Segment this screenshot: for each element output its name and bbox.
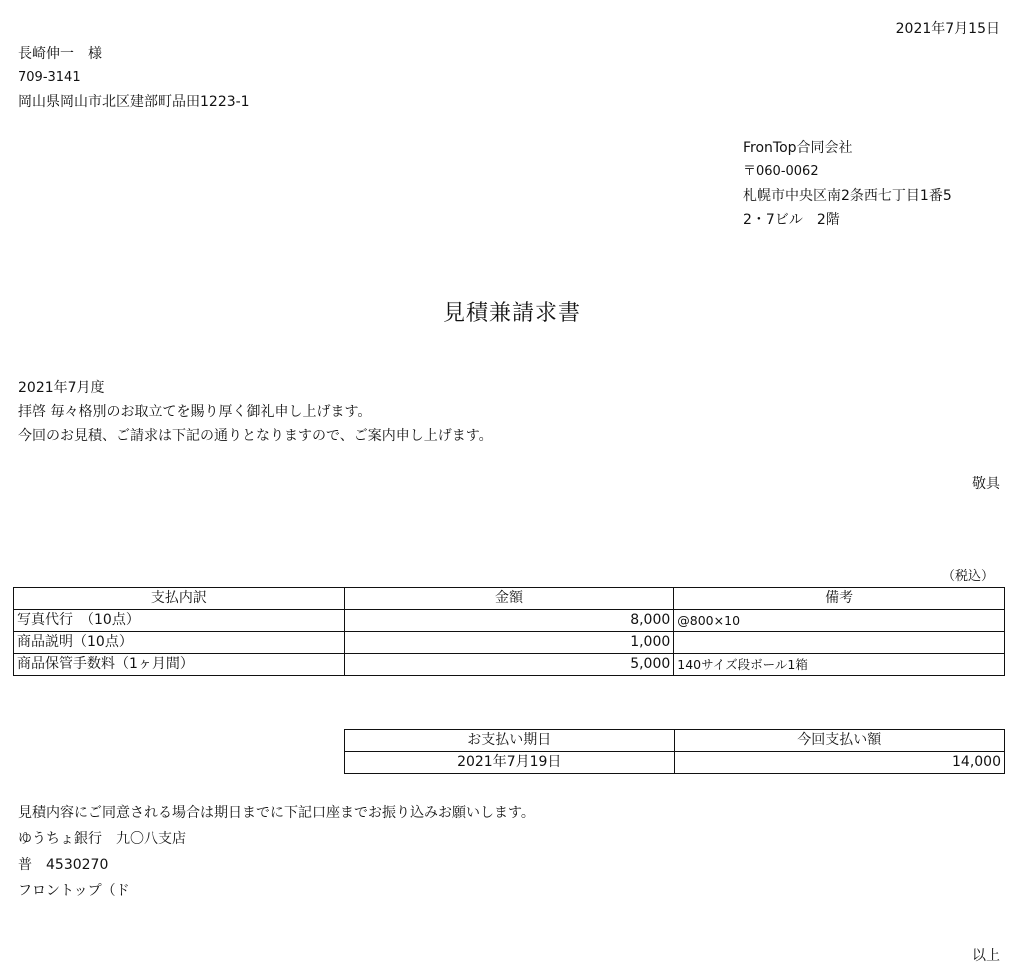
- closing-ijou: 以上: [972, 948, 1000, 964]
- closing-keigu: 敬具: [972, 476, 1000, 492]
- greeting-period: 2021年7月度: [18, 380, 105, 396]
- item-note: @800×10: [674, 610, 1005, 632]
- recipient-address: 岡山県岡山市北区建部町品田1223-1: [18, 94, 250, 110]
- bank-name-branch: ゆうちょ銀行 九〇八支店: [18, 831, 186, 847]
- items-table: [13, 587, 1005, 676]
- item-amount: 8,000: [344, 610, 674, 632]
- sender-block: [743, 136, 952, 232]
- item-amount: 1,000: [344, 632, 674, 654]
- table-row: [14, 610, 1005, 632]
- item-description: 写真代行 （10点）: [14, 610, 345, 632]
- payment-table: [344, 729, 1005, 774]
- sender-company: FronTop合同会社: [743, 140, 853, 156]
- bank-account-holder: フロントップ（ド: [18, 883, 130, 899]
- items-header-row: [14, 588, 1005, 610]
- payment-header-row: [345, 730, 1005, 752]
- total-amount-value: 14,000: [674, 752, 1004, 774]
- document-title: 見積兼請求書: [442, 301, 581, 326]
- item-description: 商品保管手数料（1ヶ月間）: [14, 654, 345, 676]
- greeting-line2: 今回のお見積、ご請求は下記の通りとなりますので、ご案内申し上げます。: [18, 428, 493, 444]
- recipient-postal: 709-3141: [18, 70, 81, 85]
- bank-info-block: [18, 800, 535, 904]
- item-amount: 5,000: [344, 654, 674, 676]
- recipient-name: 長崎伸一 様: [18, 46, 102, 62]
- sender-address-line1: 札幌市中央区南2条西七丁目1番5: [743, 188, 952, 204]
- table-row: [14, 654, 1005, 676]
- recipient-block: [18, 42, 250, 114]
- header-total: 今回支払い額: [674, 730, 1004, 752]
- item-description: 商品説明（10点）: [14, 632, 345, 654]
- table-row: [345, 752, 1005, 774]
- greeting-line1: 拝啓 毎々格別のお取立てを賜り厚く御礼申し上げます。: [18, 404, 372, 420]
- due-date-value: 2021年7月19日: [345, 752, 675, 774]
- issue-date: 2021年7月15日: [895, 21, 1000, 37]
- table-row: [14, 632, 1005, 654]
- header-due-date: お支払い期日: [345, 730, 675, 752]
- header-description: 支払内訳: [14, 588, 345, 610]
- tax-note: （税込）: [941, 569, 994, 584]
- bank-account-number: 普 4530270: [18, 857, 109, 873]
- item-note: 140サイズ段ボール1箱: [674, 654, 1005, 676]
- greeting-block: [18, 376, 493, 448]
- header-note: 備考: [674, 588, 1005, 610]
- sender-address-line2: 2・7ビル 2階: [743, 212, 840, 228]
- header-amount: 金額: [344, 588, 674, 610]
- sender-postal: 〒060-0062: [743, 164, 819, 179]
- item-note: [674, 632, 1005, 654]
- transfer-instruction: 見積内容にご同意される場合は期日までに下記口座までお振り込みお願いします。: [18, 805, 535, 821]
